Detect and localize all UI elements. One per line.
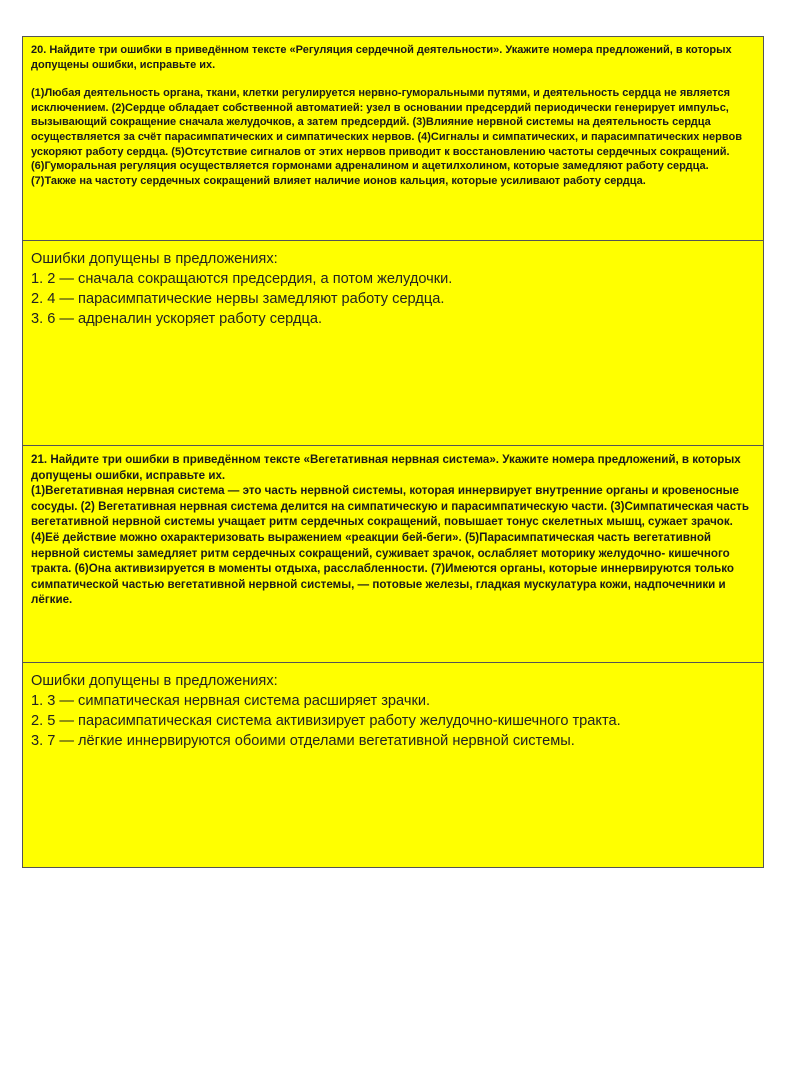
answer-20 xyxy=(31,247,755,329)
answer-21-item: 2. 5 — парасимпатическая система активизирует работу желудочно-кишечного тракта. xyxy=(31,713,621,729)
worksheet-table xyxy=(22,36,764,868)
task-21-prompt: 21. Найдите три ошибки в приведённом тексте «Вегетативная нервная система». Укажите номера предложений, в которых допущены ошибки, исправьте их. xyxy=(31,453,741,482)
answer-21-item: 3. 7 — лёгкие иннервируются обоими отделами вегетативной нервной системы. xyxy=(31,733,575,749)
answer-20-heading: Ошибки допущены в предложениях: xyxy=(31,251,278,267)
answer-20-item: 3. 6 — адреналин ускоряет работу сердца. xyxy=(31,311,323,327)
task-20-cell xyxy=(23,37,763,241)
task-21-text: (1)Вегетативная нервная система — это часть нервной системы, которая иннервирует внутренние органы и кровеносные сосуды. (2) Вегетативная нервная система делится на симпатическую и парасимпатическую части. (3)Симпатическая часть вегетативной нервной системы учащает ритм сердечных сокращений, повышает тонус скелетных мышц, сужает зрачок. (4)Её действие можно охарактеризовать выражением «реакции бей-беги». (5)Парасимпатическая часть вегетативной нервной системы замедляет ритм сердечных сокращений, суживает зрачок, ослабляет моторику желудочно- кишечного тракта. (6)Она активизируется в моменты отдыха, расслабленности. (7)Имеются органы, которые иннервируются только симпатической частью вегетативной нервной системы, — потовые железы, гладкая мускулатура кожи, надпочечники и лёгкие. xyxy=(31,484,749,607)
task-20-text: (1)Любая деятельность органа, ткани, клетки регулируется нервно-гуморальными путями, и деятельность сердца не является исключением. (2)Сердце обладает собственной автоматией: узел в основании предсердий периодически генерирует импульс, вызывающий сокращение сначала желудочков, а затем предсердий. (3)Влияние нервной системы на деятельность сердца осуществляется за счёт парасимпатических и симпатических нервов. (4)Сигналы и симпатических, и парасимпатических нервов ускоряют работу сердца. (5)Отсутствие сигналов от этих нервов приводит к восстановлению частоты сердечных сокращений. (6)Гуморальная регуляция осуществляется гормонами адреналином и ацетилхолином, которые замедляют работу сердца. (7)Также на частоту сердечных сокращений влияет наличие ионов кальция, которые усиливают работу сердца. xyxy=(31,87,742,187)
task-21-question xyxy=(31,452,755,608)
answer-20-item: 2. 4 — парасимпатические нервы замедляют работу сердца. xyxy=(31,291,445,307)
task-20-question xyxy=(31,43,755,188)
task-21-cell xyxy=(23,446,763,663)
answer-21-heading: Ошибки допущены в предложениях: xyxy=(31,673,278,689)
answer-21-item: 1. 3 — симпатическая нервная система расширяет зрачки. xyxy=(31,693,431,709)
task-20-prompt: 20. Найдите три ошибки в приведённом тексте «Регуляция сердечной деятельности». Укажите номера предложений, в которых допущены ошибки, исправьте их. xyxy=(31,44,732,71)
answer-21-cell xyxy=(23,663,763,867)
answer-20-cell xyxy=(23,241,763,446)
answer-20-item: 1. 2 — сначала сокращаются предсердия, а потом желудочки. xyxy=(31,271,453,287)
answer-21 xyxy=(31,669,755,751)
